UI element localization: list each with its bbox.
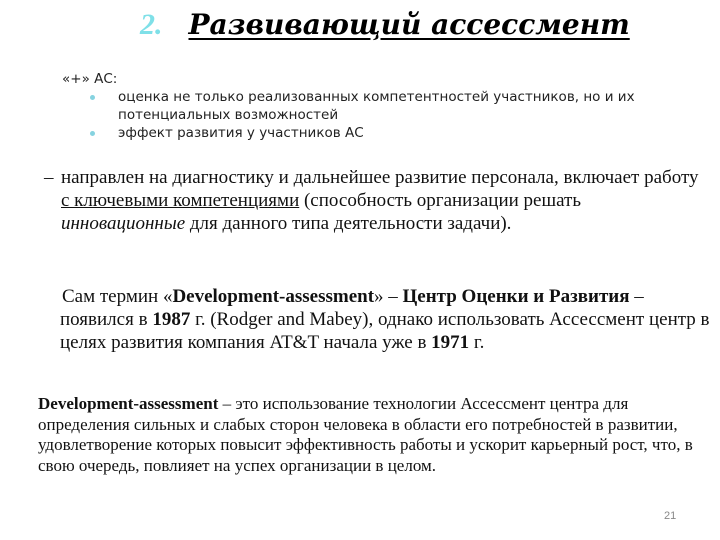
bullet-dot-icon <box>90 95 95 100</box>
definition-text: – это использование технологии Ассессмент центра для определения сильных и слабых сторон человека в области его потребностей в развитии, удовлетворение которых повысит эффективность работы и ускорит карьерный рост, что, в свою очередь, повлияет на успех организации в целом. <box>38 394 693 475</box>
italic-phrase: инновационные <box>61 213 186 234</box>
advantages-section <box>62 70 702 142</box>
advantages-heading: «+» АС: <box>62 71 118 87</box>
text-run: г. <box>469 332 485 353</box>
definition-term: Development-assessment <box>38 394 219 413</box>
title-number: 2. <box>140 8 163 41</box>
paragraph-purpose <box>44 166 704 235</box>
paragraph-purpose-body <box>61 166 704 235</box>
bold-year: 1971 <box>431 332 470 353</box>
text-run: направлен на диагностику и дальнейшее развитие персонала, включает работу <box>61 167 699 188</box>
list-item-text: оценка не только реализованных компетентностей участников, но и их потенциальных возможностей <box>118 89 635 123</box>
paragraph-history <box>60 285 710 354</box>
paragraph-definition <box>38 394 718 476</box>
bold-term: Development-assessment <box>172 286 375 307</box>
list-item <box>62 88 702 124</box>
underlined-phrase: с ключевыми компетенциями <box>61 190 300 211</box>
list-item <box>62 124 702 142</box>
text-run: – появился в <box>60 286 644 330</box>
slide-title <box>140 8 630 42</box>
text-run: (способность организации решать <box>299 190 582 211</box>
bullet-dot-icon <box>90 131 95 136</box>
bold-year: 1987 <box>152 309 191 330</box>
text-run: Сам термин « <box>62 286 173 307</box>
bold-term: Центр Оценки и Развития <box>402 286 630 307</box>
text-run: для данного типа деятельности задачи). <box>185 213 512 234</box>
advantages-list <box>62 88 702 142</box>
page-number: 21 <box>664 510 677 522</box>
title-text: Развивающий ассессмент <box>188 8 630 41</box>
dash-marker: – <box>44 167 54 188</box>
list-item-text: эффект развития у участников АС <box>118 125 364 141</box>
text-run: » – <box>374 286 403 307</box>
text-run: г. (Rodger and Mabey), однако использовать Ассессмент центр в целях развития компания AT&T начала уже в <box>60 309 710 353</box>
